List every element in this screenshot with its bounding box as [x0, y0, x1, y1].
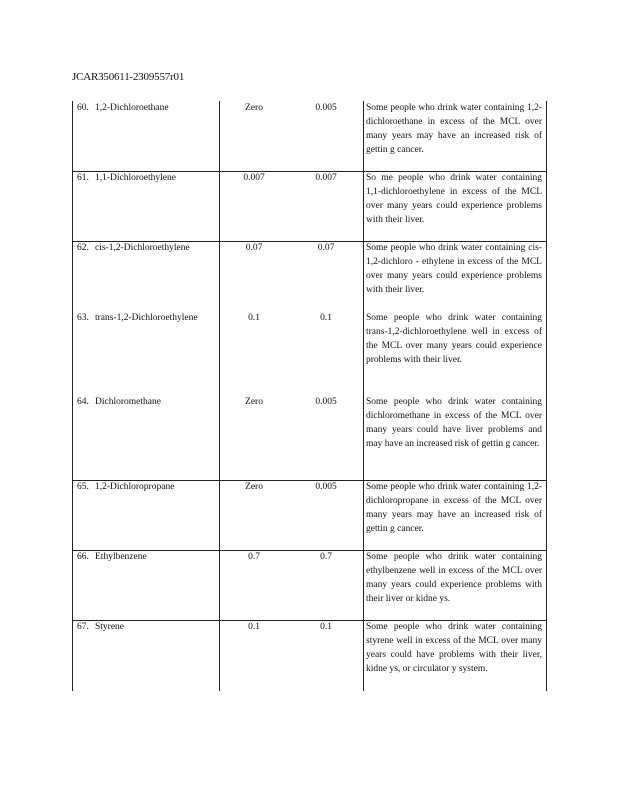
contaminant-name-cell	[77, 101, 217, 115]
contaminant-name: Dichloromethane	[95, 397, 161, 407]
contaminant-name: 1,2-Dichloropropane	[95, 482, 175, 492]
contaminant-name-cell	[77, 241, 217, 255]
row-number: 63.	[77, 313, 89, 323]
contaminant-name: 1,2-Dichloroethane	[95, 103, 169, 113]
document-header-id: JCAR350611-2309557r01	[72, 71, 185, 83]
health-effects-text: Some people who drink water containing 1,2-dichloroethane in excess of the MCL over many years may have an increased risk of gettin g cancer.	[366, 103, 542, 155]
mclg-value: 0.1	[248, 622, 260, 632]
contaminant-name: trans-1,2-Dichloroethylene	[95, 313, 198, 323]
row-number: 67.	[77, 622, 89, 632]
contaminant-table	[72, 101, 547, 691]
row-number: 62.	[77, 243, 89, 253]
contaminant-name: 1,1-Dichloroethylene	[95, 173, 176, 183]
contaminant-name-cell	[77, 480, 217, 494]
contaminant-name-cell	[77, 550, 217, 564]
mcl-value: 0.1	[320, 313, 332, 323]
row-number: 65.	[77, 482, 89, 492]
health-effects-text: Some people who drink water containing cis-1,2-dichloro - ethylene in excess of the MCL over many years could experience problems with their liver.	[366, 243, 542, 295]
contaminant-name: Ethylbenzene	[95, 552, 147, 562]
health-effects-text: Some people who drink water containing trans-1,2-dichloroethylene well in excess of the MCL over many years could experience problems with their liver.	[366, 313, 542, 365]
mcl-value: 0.005	[315, 482, 337, 492]
mclg-value: Zero	[245, 397, 263, 407]
health-effects-text: So me people who drink water containing 1,1-dichloroethylene in excess of the MCL over many years could experience problems with their liver.	[366, 173, 542, 225]
contaminant-name-cell	[77, 171, 217, 185]
mclg-value: Zero	[245, 103, 263, 113]
mcl-value: 0.005	[315, 397, 337, 407]
mcl-value: 0.005	[315, 103, 337, 113]
row-number: 61.	[77, 173, 89, 183]
row-number: 60.	[77, 103, 89, 113]
health-effects-text: Some people who drink water containing dichloromethane in excess of the MCL over many years could have liver problems and may have an increased risk of gettin g cancer.	[366, 397, 542, 449]
health-effects-text: Some people who drink water containing 1,2-dichloropropane in excess of the MCL over many years may have an increased risk of gettin g cancer.	[366, 482, 542, 534]
mcl-value: 0.07	[317, 243, 335, 253]
mclg-value: Zero	[245, 482, 263, 492]
mcl-value: 0.007	[315, 173, 337, 183]
contaminant-name: Styrene	[95, 622, 125, 632]
mclg-value: 0.7	[248, 552, 260, 562]
contaminant-name-cell	[77, 395, 217, 409]
mcl-value: 0.7	[320, 552, 332, 562]
mcl-value: 0.1	[320, 622, 332, 632]
row-number: 66.	[77, 552, 89, 562]
mclg-value: 0.007	[243, 173, 265, 183]
health-effects-text: Some people who drink water containing styrene well in excess of the MCL over many years could have problems with their liver, kidne ys, or circulator y system.	[366, 622, 542, 674]
contaminant-name-cell	[77, 620, 217, 634]
contaminant-name-cell	[77, 311, 217, 325]
health-effects-text: Some people who drink water containing ethylbenzene well in excess of the MCL over many years could experience problems with their liver or kidne ys.	[366, 552, 542, 604]
contaminant-name: cis-1,2-Dichloroethylene	[95, 243, 190, 253]
row-number: 64.	[77, 397, 89, 407]
mclg-value: 0.07	[245, 243, 263, 253]
mclg-value: 0.1	[248, 313, 260, 323]
